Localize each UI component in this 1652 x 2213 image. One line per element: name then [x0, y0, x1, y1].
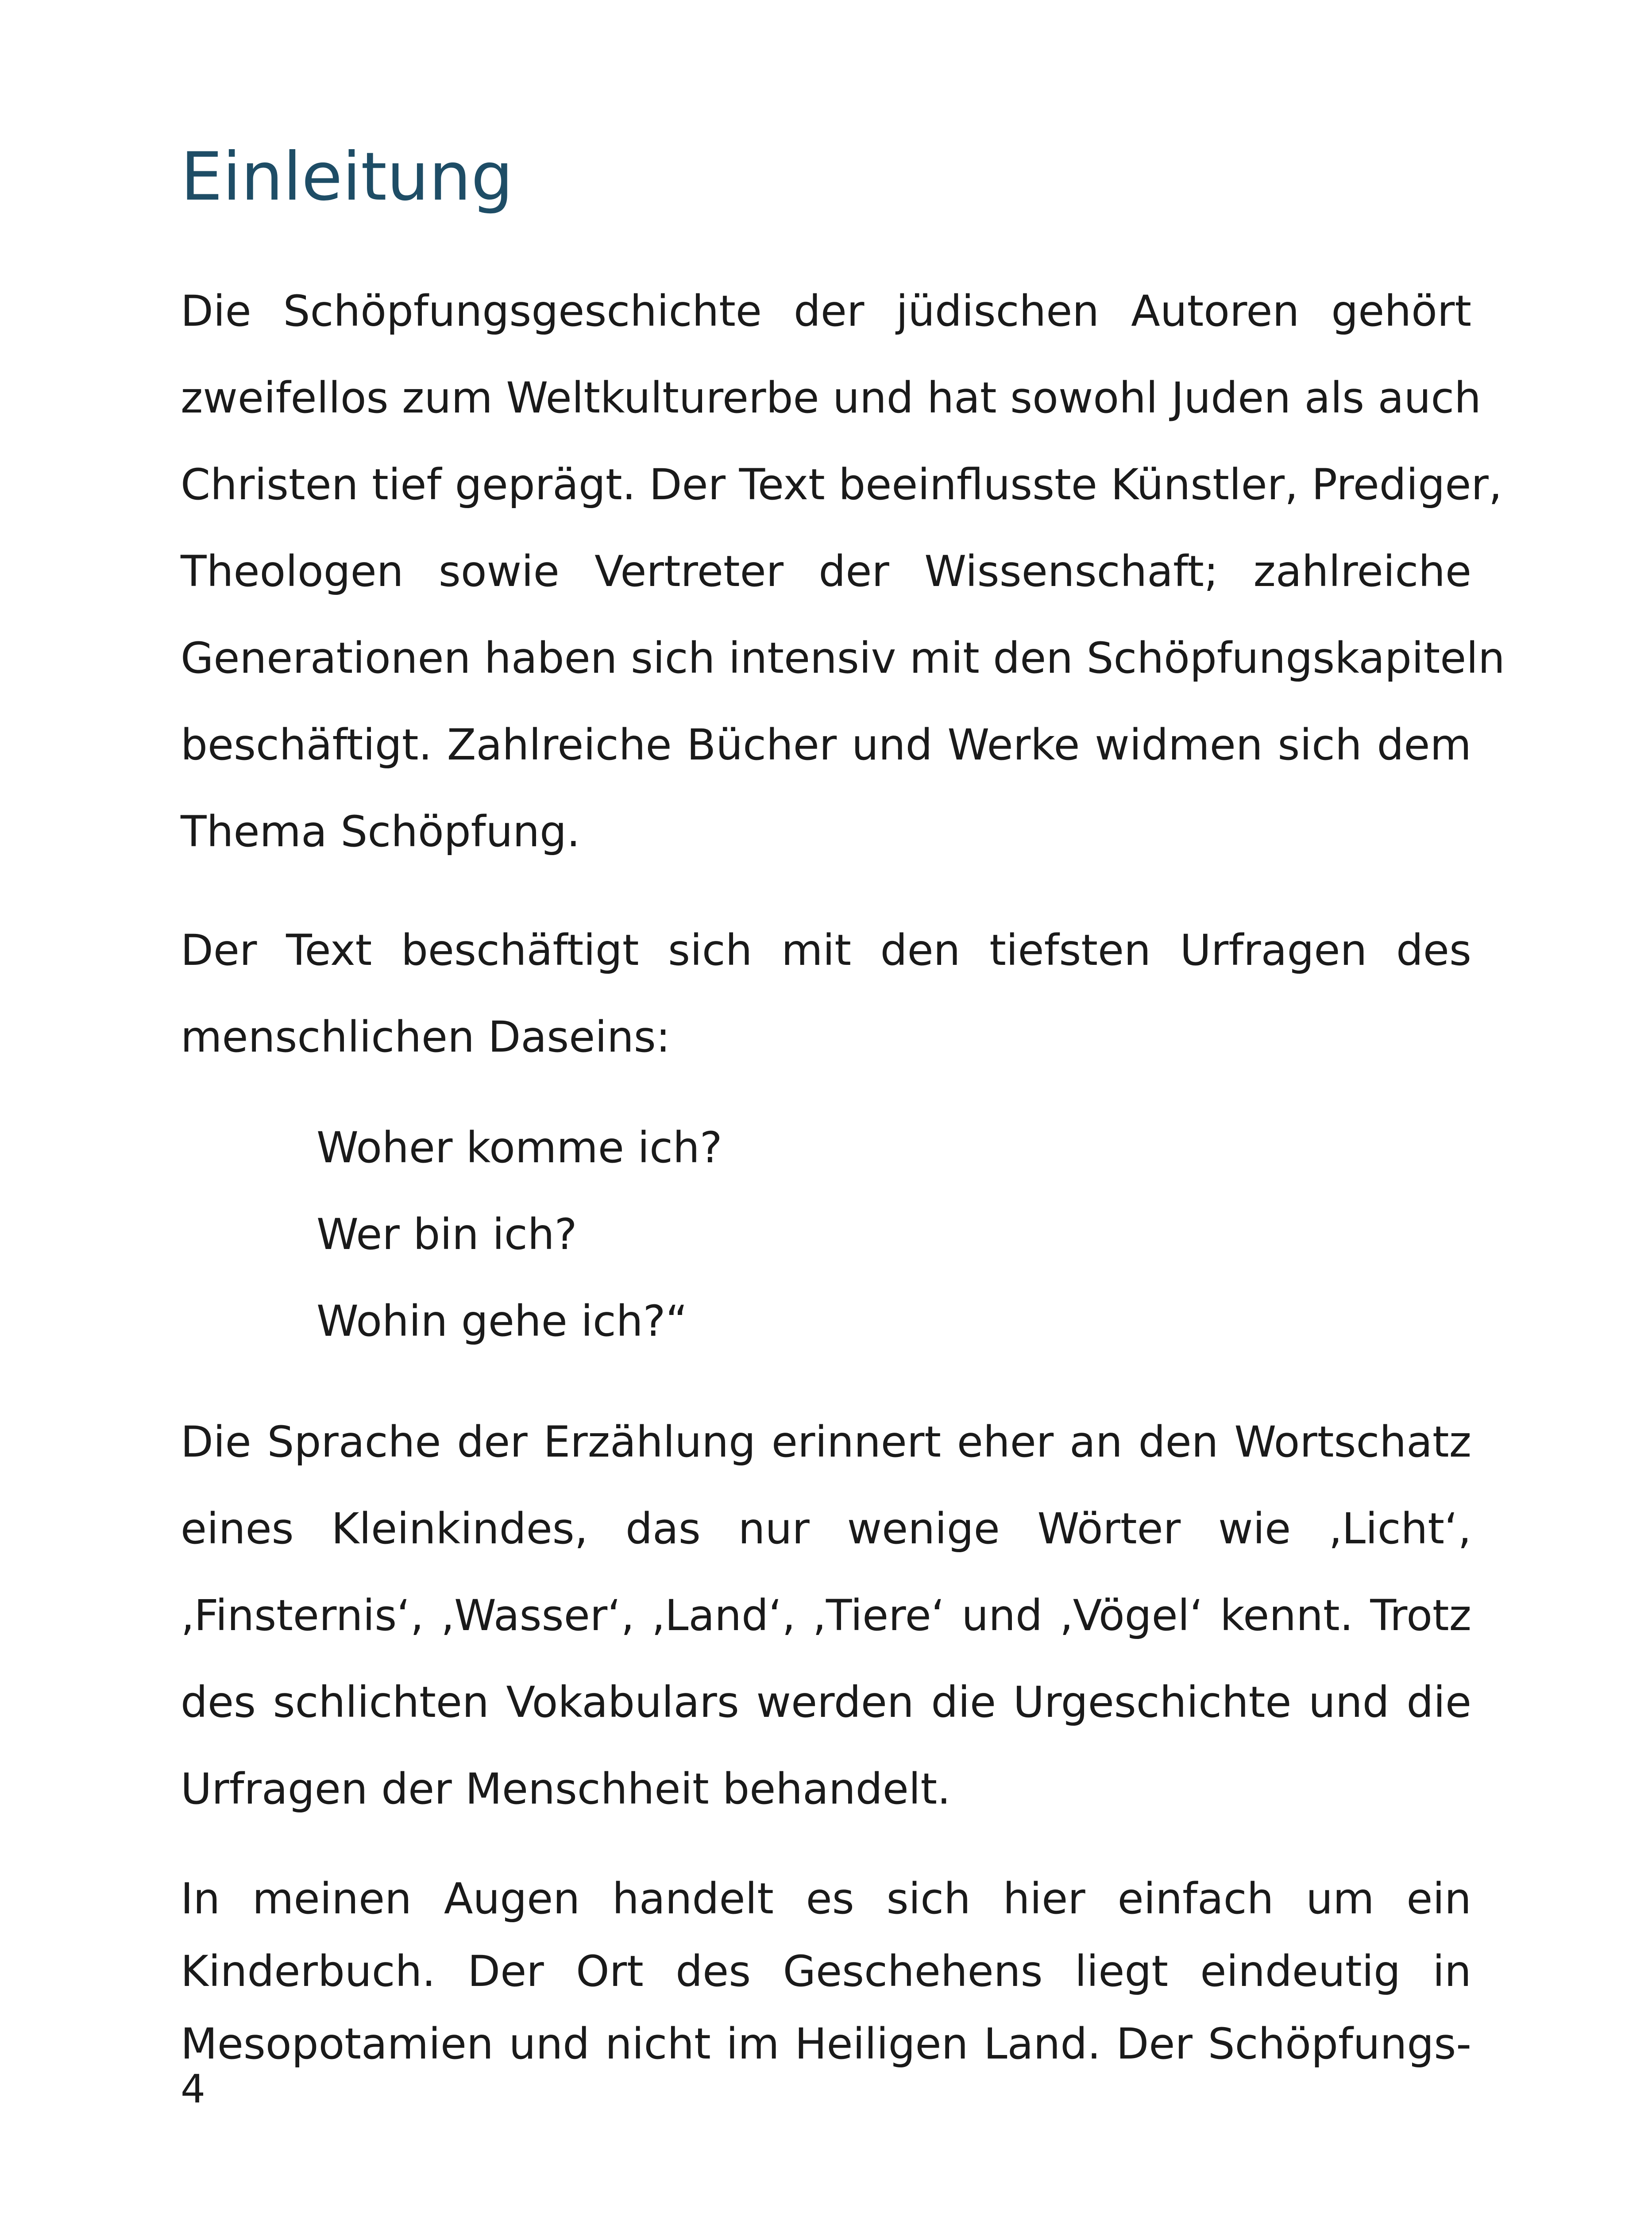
text-line: Generationen haben sich intensiv mit den Schöpfungskapiteln	[181, 633, 1505, 683]
text-line: Die Sprache der Erzählung erinnert eher an den Wortschatz	[181, 1417, 1471, 1467]
text-line: Der Text beschäftigt sich mit den tiefsten Urfragen des	[181, 925, 1471, 975]
text-line: Kinderbuch. Der Ort des Geschehens liegt eindeutig in	[181, 1947, 1471, 1996]
text-line: ‚Finsternis‘, ‚Wasser‘, ‚Land‘, ‚Tiere‘ und ‚Vögel‘ kennt. Trotz	[181, 1591, 1471, 1640]
paragraph-4	[181, 1862, 1471, 2080]
text-line: Mesopotamien und nicht im Heiligen Land. Der Schöpfungs-	[181, 2019, 1471, 2069]
page-number: 4	[181, 2066, 205, 2112]
text-line: menschlichen Daseins:	[181, 1012, 671, 1062]
text-line: zweifellos zum Weltkulturerbe und hat sowohl Juden als auch	[181, 373, 1481, 423]
chapter-heading: Einleitung	[181, 139, 513, 216]
text-line: eines Kleinkindes, das nur wenige Wörter wie ‚Licht‘,	[181, 1504, 1471, 1554]
text-line: Theologen sowie Vertreter der Wissenschaft; zahlreiche	[181, 547, 1471, 596]
text-line: Thema Schöpfung.	[181, 807, 580, 856]
question-item: Wohin gehe ich?“	[317, 1296, 688, 1346]
text-line: des schlichten Vokabulars werden die Urgeschichte und die	[181, 1677, 1471, 1727]
text-line: beschäftigt. Zahlreiche Bücher und Werke widmen sich dem	[181, 720, 1471, 770]
text-line: Urfragen der Menschheit behandelt.	[181, 1764, 951, 1814]
question-list	[317, 1104, 722, 1365]
text-line: Die Schöpfungsgeschichte der jüdischen Autoren gehört	[181, 286, 1471, 336]
text-line: In meinen Augen handelt es sich hier einfach um ein	[181, 1874, 1471, 1924]
paragraph-1	[181, 268, 1505, 875]
paragraph-3	[181, 1399, 1471, 1832]
question-item: Woher komme ich?	[317, 1123, 722, 1172]
paragraph-2	[181, 907, 1471, 1080]
text-line: Christen tief geprägt. Der Text beeinflusste Künstler, Prediger,	[181, 460, 1502, 509]
question-item: Wer bin ich?	[317, 1210, 577, 1259]
